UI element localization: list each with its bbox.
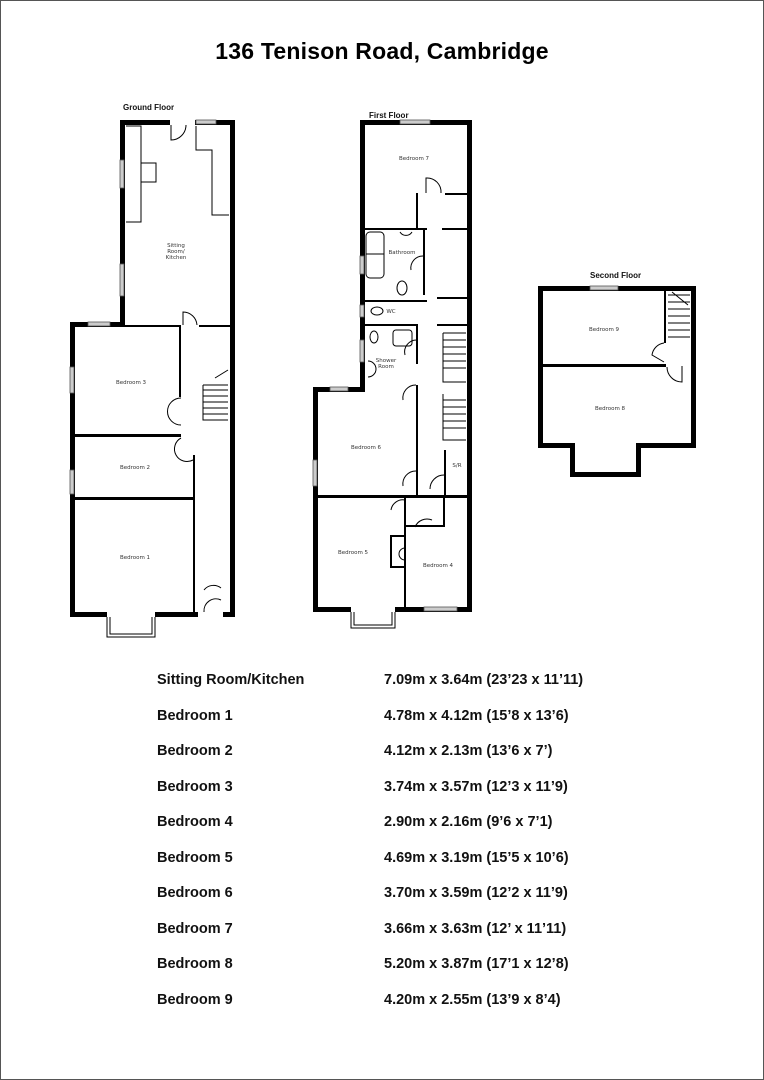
room-label-sitting-3: Kitchen: [165, 255, 187, 261]
room-label-bedroom1: Bedroom 1: [119, 555, 151, 561]
room-name: Bedroom 1: [157, 707, 233, 724]
schedule-row: [157, 672, 637, 708]
schedule-row: [157, 956, 637, 992]
room-name: Bedroom 2: [157, 743, 233, 759]
page-title: 136 Tenison Road, Cambridge: [215, 38, 549, 64]
room-name: Bedroom 9: [157, 991, 233, 1008]
room-label-shower-2: Room: [378, 364, 394, 370]
first-floor-label: First Floor: [369, 111, 409, 120]
room-label-bedroom2: Bedroom 2: [119, 465, 151, 471]
room-label-sr: S/R: [452, 463, 462, 469]
room-label-bedroom8: Bedroom 8: [594, 406, 626, 412]
room-dimensions: 3.70m x 3.59m (12’2 x 11’9): [384, 885, 568, 901]
room-schedule: [157, 672, 637, 1027]
room-label-bedroom9: Bedroom 9: [588, 327, 620, 333]
room-label-bedroom4: Bedroom 4: [422, 563, 454, 569]
schedule-row: [157, 921, 637, 957]
room-dimensions: 7.09m x 3.64m (23’23 x 11’11): [384, 672, 584, 688]
room-label-sitting-2: Room/: [167, 249, 185, 255]
schedule-row: [157, 708, 637, 744]
schedule-row: [157, 885, 637, 921]
room-dimensions: 3.74m x 3.57m (12’3 x 11’9): [384, 778, 568, 795]
room-label-wc: WC: [386, 309, 396, 315]
room-name: Bedroom 5: [157, 849, 233, 866]
room-dimensions: 2.90m x 2.16m (9’6 x 7’1): [384, 814, 553, 830]
room-label-shower: Shower: [375, 358, 397, 364]
room-name: Bedroom 8: [157, 956, 233, 972]
schedule-row: [157, 850, 637, 886]
schedule-row: [157, 779, 637, 815]
schedule-row: [157, 992, 637, 1028]
room-name: Bedroom 6: [157, 885, 233, 901]
room-dimensions: 4.69m x 3.19m (15’5 x 10’6): [384, 849, 569, 866]
room-name: Sitting Room/Kitchen: [157, 672, 305, 688]
room-dimensions: 4.78m x 4.12m (15’8 x 13’6): [384, 707, 569, 724]
room-dimensions: 5.20m x 3.87m (17’1 x 12’8): [384, 956, 569, 972]
room-label-bedroom6: Bedroom 6: [350, 445, 382, 451]
ground-floor-label: Ground Floor: [123, 103, 175, 112]
schedule-row: [157, 743, 637, 779]
schedule-row: [157, 814, 637, 850]
room-label-bathroom: Bathroom: [388, 250, 416, 256]
second-floor-label: Second Floor: [590, 271, 642, 280]
room-label-bedroom7: Bedroom 7: [398, 156, 430, 162]
ground-floor-plan: [70, 103, 235, 637]
room-name: Bedroom 7: [157, 920, 233, 937]
room-dimensions: 3.66m x 3.63m (12’ x 11’11): [384, 920, 567, 937]
room-label-sitting: Sitting: [167, 243, 185, 249]
room-label-bedroom3: Bedroom 3: [115, 380, 147, 386]
room-dimensions: 4.20m x 2.55m (13’9 x 8’4): [384, 991, 561, 1008]
room-name: Bedroom 4: [157, 814, 233, 830]
room-label-bedroom5: Bedroom 5: [337, 550, 369, 556]
first-floor-plan: [313, 111, 472, 628]
room-dimensions: 4.12m x 2.13m (13’6 x 7’): [384, 743, 553, 759]
room-name: Bedroom 3: [157, 778, 233, 795]
second-floor-plan: [538, 271, 696, 477]
